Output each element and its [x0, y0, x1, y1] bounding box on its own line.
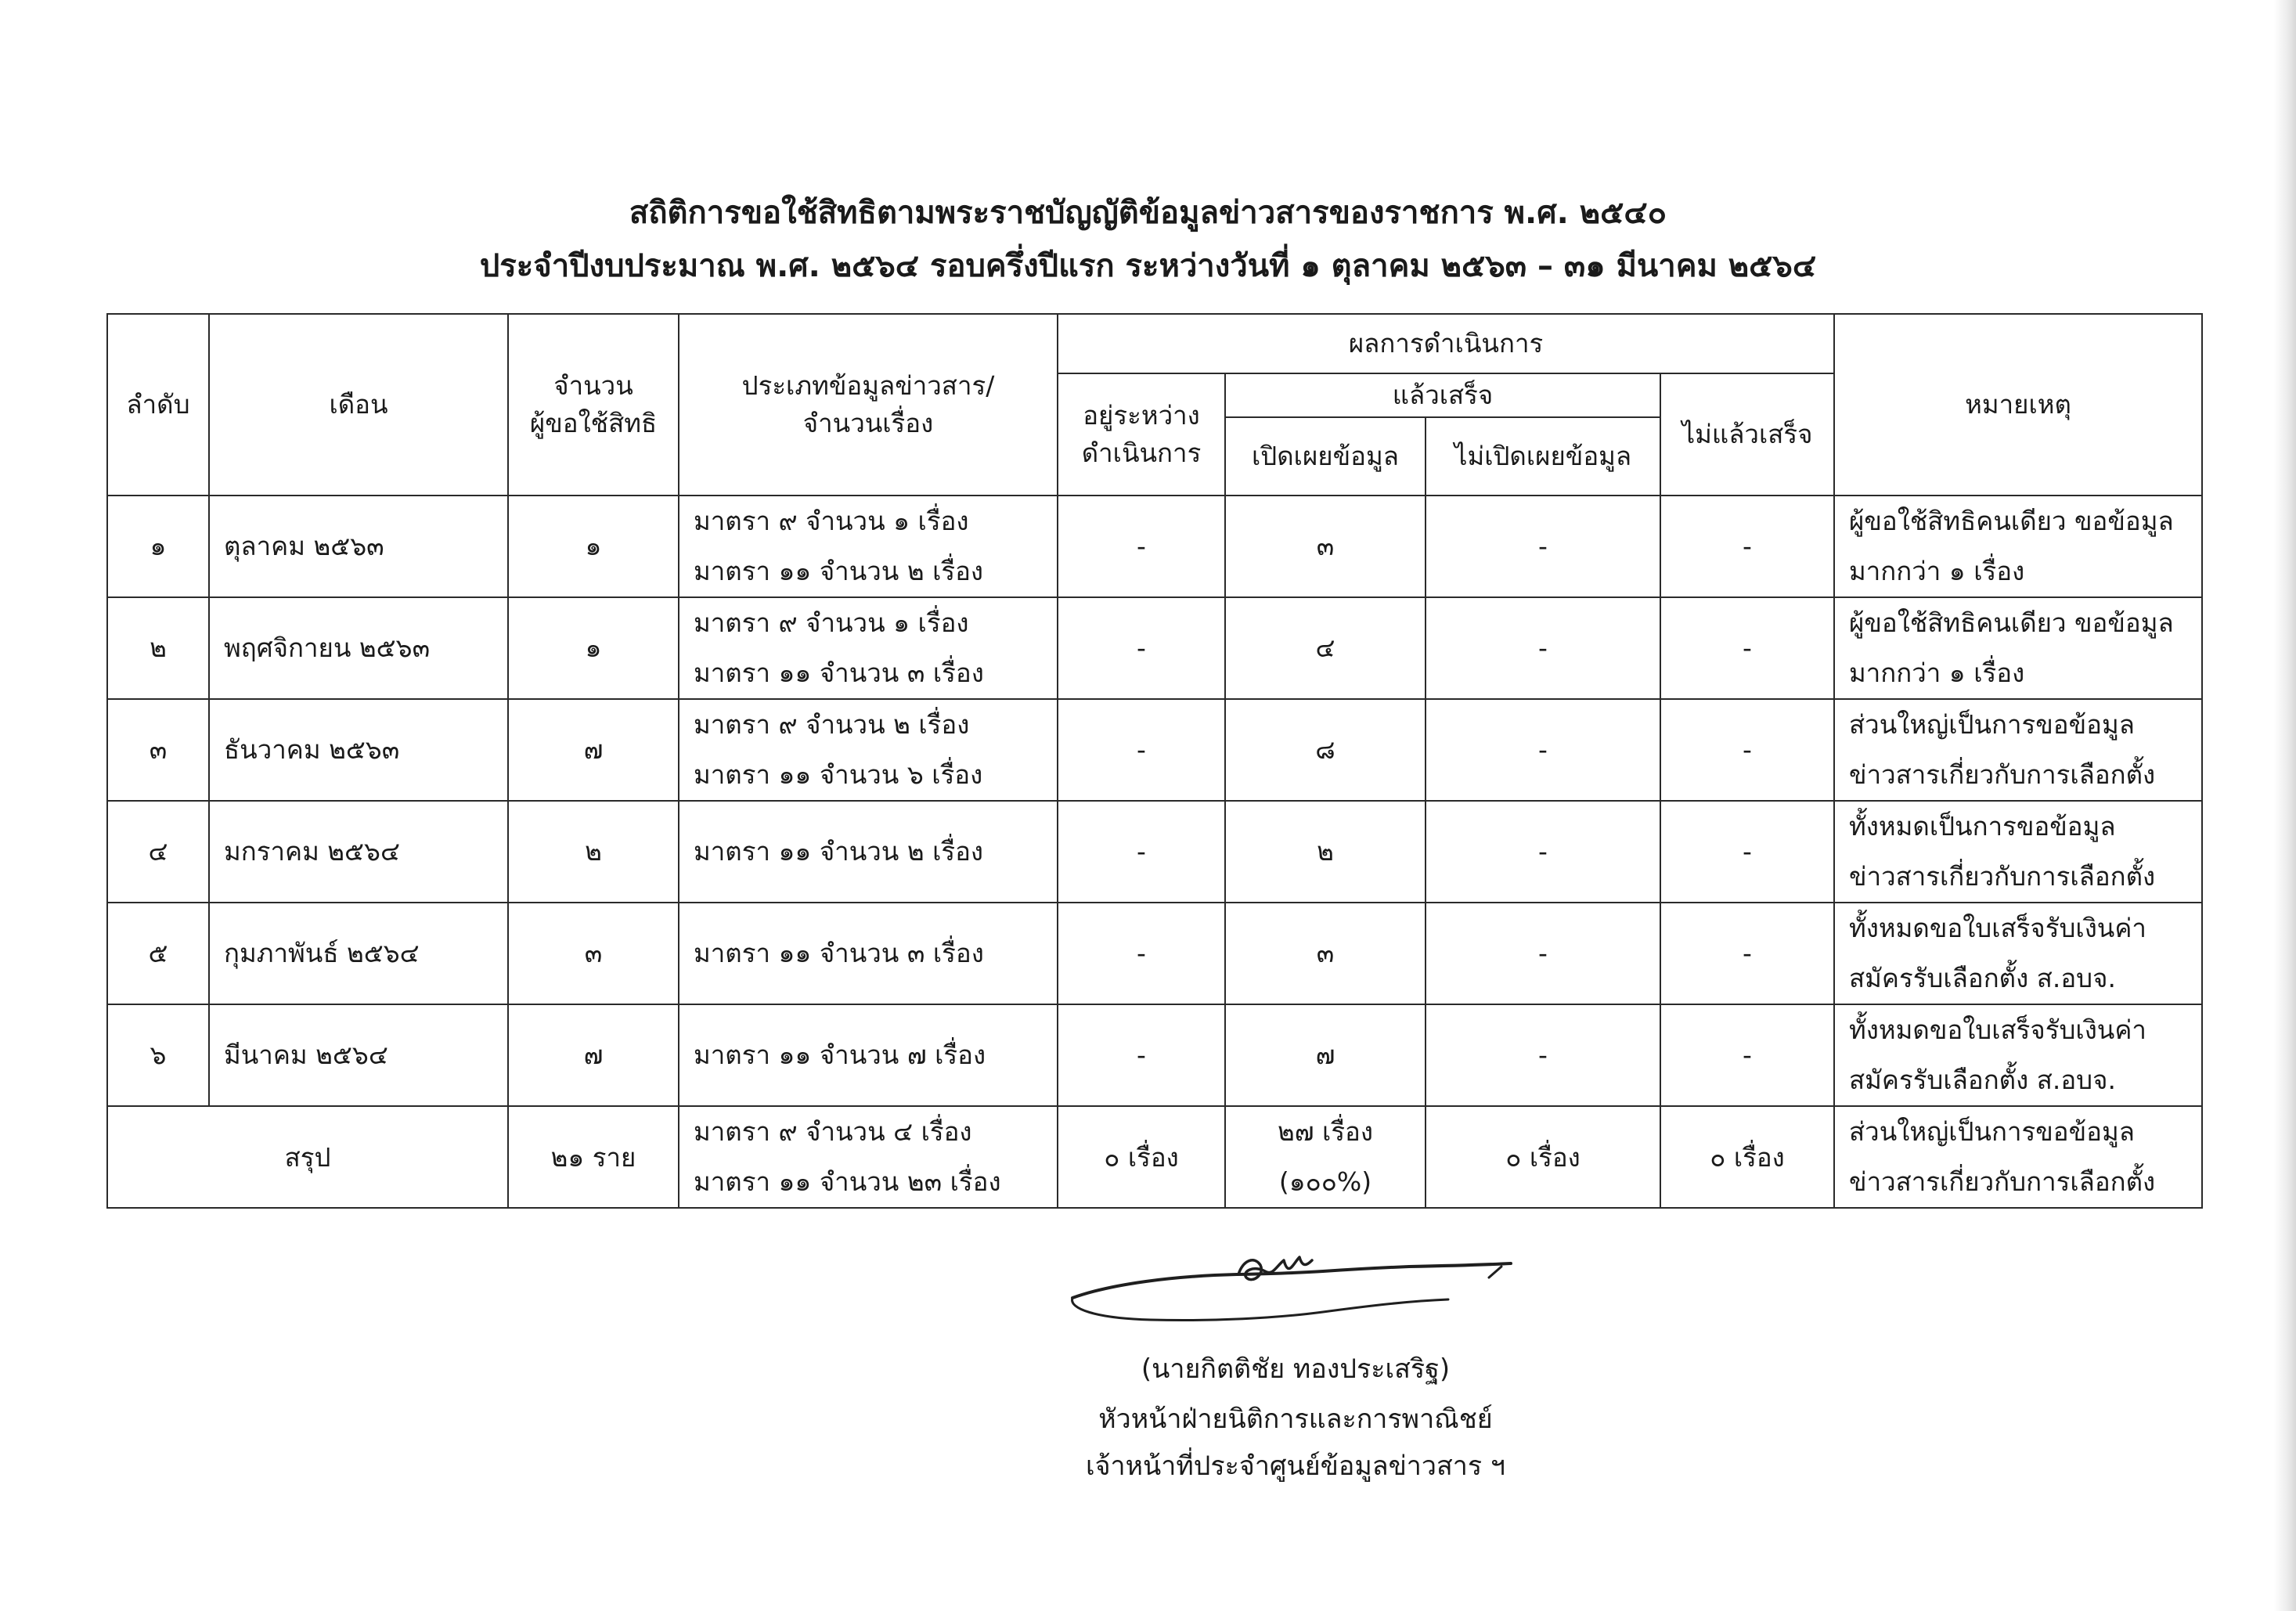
signatory-position-1: หัวหน้าฝ่ายนิติการและการพาณิชย์ — [1098, 1404, 1493, 1435]
table-row — [107, 801, 2202, 903]
cell-in-progress — [1058, 1004, 1225, 1106]
cell-not-disclosed — [1426, 1004, 1660, 1106]
cell-info-type-line1: มาตรา ๙ จำนวน ๒ เรื่อง — [694, 709, 970, 740]
cell-month-text: พฤศจิกายน ๒๕๖๓ — [224, 633, 431, 663]
cell-requesters — [508, 1004, 679, 1106]
cell-in-progress-text: - — [1137, 734, 1146, 765]
cell-requesters — [508, 699, 679, 801]
cell-disclosed — [1225, 903, 1426, 1004]
cell-requesters — [508, 597, 679, 699]
cell-disclosed-text: ๗ — [1315, 1040, 1335, 1070]
cell-in-progress — [1058, 801, 1225, 903]
cell-not-disclosed-text: - — [1538, 1040, 1548, 1070]
cell-not-disclosed-text: - — [1538, 531, 1548, 561]
cell-info-type-line1: มาตรา ๑๑ จำนวน ๒ เรื่อง — [694, 836, 984, 867]
header-info-type-line2: จำนวนเรื่อง — [802, 408, 934, 438]
cell-remark-line2: มากกว่า ๑ เรื่อง — [1849, 658, 2025, 688]
cell-month — [209, 597, 508, 699]
cell-in-progress-text: - — [1137, 531, 1146, 561]
cell-not-disclosed — [1426, 597, 1660, 699]
header-result: ผลการดำเนินการ — [1058, 314, 1834, 373]
cell-not-disclosed — [1426, 801, 1660, 903]
cell-month — [209, 801, 508, 903]
cell-remark-line1: ทั้งหมดเป็นการขอข้อมูล — [1849, 811, 2116, 842]
cell-info-type — [679, 1004, 1058, 1106]
cell-requesters — [508, 801, 679, 903]
cell-disclosed-text: ๓ — [1316, 531, 1335, 561]
cell-in-progress-text: - — [1137, 836, 1146, 867]
cell-not-done-text: - — [1743, 1040, 1752, 1070]
statistics-table — [106, 313, 2203, 1209]
cell-disclosed — [1225, 1004, 1426, 1106]
cell-seq-text: ๒ — [150, 633, 167, 663]
summary-remark-line1: ส่วนใหญ่เป็นการขอข้อมูล — [1849, 1116, 2135, 1147]
header-requesters — [508, 314, 679, 496]
cell-info-type — [679, 699, 1058, 801]
header-requesters-line2: ผู้ขอใช้สิทธิ — [529, 408, 658, 438]
cell-requesters-text: ๑ — [585, 531, 602, 561]
cell-seq — [107, 496, 209, 597]
cell-in-progress — [1058, 597, 1225, 699]
scanned-page-edge — [2274, 0, 2296, 1611]
cell-in-progress-text: - — [1137, 1040, 1146, 1070]
cell-disclosed — [1225, 699, 1426, 801]
summary-not-done: ๐ เรื่อง — [1660, 1106, 1834, 1208]
summary-row — [107, 1106, 2202, 1208]
cell-not-disclosed-text: - — [1538, 633, 1548, 663]
cell-info-type-line2: มาตรา ๑๑ จำนวน ๓ เรื่อง — [694, 658, 984, 688]
cell-info-type-line2: มาตรา ๑๑ จำนวน ๖ เรื่อง — [694, 759, 983, 790]
cell-not-done — [1660, 801, 1834, 903]
cell-not-done-text: - — [1743, 836, 1752, 867]
cell-requesters-text: ๒ — [585, 836, 602, 867]
summary-remark — [1834, 1106, 2202, 1208]
cell-remark — [1834, 699, 2202, 801]
cell-requesters-text: ๑ — [585, 633, 602, 663]
cell-disclosed — [1225, 801, 1426, 903]
cell-info-type-line1: มาตรา ๙ จำนวน ๑ เรื่อง — [694, 506, 969, 536]
header-not-disclosed: ไม่เปิดเผยข้อมูล — [1426, 417, 1660, 496]
document-title: สถิติการขอใช้สิทธิตามพระราชบัญญัติข้อมูลข่าวสารของราชการ พ.ศ. ๒๕๔๐ — [629, 195, 1667, 231]
summary-in-progress: ๐ เรื่อง — [1058, 1106, 1225, 1208]
cell-info-type-line1: มาตรา ๑๑ จำนวน ๗ เรื่อง — [694, 1040, 986, 1070]
summary-disclosed-line2: (๑๐๐%) — [1278, 1166, 1372, 1197]
header-in-progress-line2: ดำเนินการ — [1081, 438, 1202, 468]
table-row — [107, 496, 2202, 597]
cell-seq-text: ๖ — [150, 1040, 167, 1070]
summary-info-type-line1: มาตรา ๙ จำนวน ๔ เรื่อง — [694, 1116, 972, 1147]
cell-seq — [107, 1004, 209, 1106]
summary-label: สรุป — [107, 1106, 508, 1208]
cell-in-progress-text: - — [1137, 633, 1146, 663]
cell-remark-line2: สมัครรับเลือกตั้ง ส.อบจ. — [1849, 1065, 2116, 1095]
header-requesters-line1: จำนวน — [553, 370, 633, 401]
cell-remark — [1834, 801, 2202, 903]
cell-in-progress — [1058, 699, 1225, 801]
header-in-progress — [1058, 373, 1225, 496]
cell-not-done — [1660, 699, 1834, 801]
cell-seq — [107, 801, 209, 903]
cell-remark — [1834, 597, 2202, 699]
table-row — [107, 903, 2202, 1004]
cell-month — [209, 903, 508, 1004]
cell-remark-line1: ผู้ขอใช้สิทธิคนเดียว ขอข้อมูล — [1849, 607, 2174, 638]
cell-disclosed-text: ๘ — [1315, 734, 1335, 765]
cell-month-text: ธันวาคม ๒๕๖๓ — [224, 734, 400, 765]
cell-month — [209, 699, 508, 801]
summary-disclosed — [1225, 1106, 1426, 1208]
cell-remark — [1834, 903, 2202, 1004]
cell-not-done-text: - — [1743, 531, 1752, 561]
cell-remark — [1834, 496, 2202, 597]
document-subtitle: ประจำปีงบประมาณ พ.ศ. ๒๕๖๔ รอบครึ่งปีแรก ระหว่างวันที่ ๑ ตุลาคม ๒๕๖๓ – ๓๑ มีนาคม ๒๕๖๔ — [479, 248, 1817, 284]
cell-disclosed — [1225, 597, 1426, 699]
cell-not-done — [1660, 496, 1834, 597]
cell-remark-line1: ทั้งหมดขอใบเสร็จรับเงินค่า — [1849, 913, 2146, 943]
cell-remark — [1834, 1004, 2202, 1106]
cell-not-disclosed-text: - — [1538, 734, 1548, 765]
cell-month — [209, 496, 508, 597]
table-row — [107, 1004, 2202, 1106]
cell-info-type-line1: มาตรา ๙ จำนวน ๑ เรื่อง — [694, 607, 969, 638]
cell-seq — [107, 903, 209, 1004]
cell-requesters-text: ๓ — [584, 938, 603, 968]
cell-requesters-text: ๗ — [583, 734, 604, 765]
cell-seq-text: ๔ — [148, 836, 168, 867]
cell-month — [209, 1004, 508, 1106]
cell-not-disclosed — [1426, 496, 1660, 597]
table-header — [107, 314, 2202, 496]
cell-not-disclosed-text: - — [1538, 938, 1548, 968]
summary-requesters: ๒๑ ราย — [508, 1106, 679, 1208]
summary-remark-line2: ข่าวสารเกี่ยวกับการเลือกตั้ง — [1849, 1166, 2156, 1197]
cell-info-type — [679, 801, 1058, 903]
summary-info-type-line2: มาตรา ๑๑ จำนวน ๒๓ เรื่อง — [694, 1166, 1001, 1197]
cell-seq-text: ๕ — [148, 938, 168, 968]
cell-not-done-text: - — [1743, 938, 1752, 968]
header-in-progress-line1: อยู่ระหว่าง — [1083, 400, 1200, 431]
cell-in-progress — [1058, 496, 1225, 597]
cell-not-done-text: - — [1743, 633, 1752, 663]
table-summary — [107, 1106, 2202, 1208]
cell-remark-line2: ข่าวสารเกี่ยวกับการเลือกตั้ง — [1849, 759, 2156, 790]
cell-seq-text: ๓ — [149, 734, 168, 765]
cell-month-text: มีนาคม ๒๕๖๔ — [224, 1040, 388, 1070]
cell-disclosed-text: ๒ — [1317, 836, 1334, 867]
cell-info-type — [679, 903, 1058, 1004]
cell-not-disclosed — [1426, 903, 1660, 1004]
cell-not-done — [1660, 903, 1834, 1004]
cell-requesters — [508, 496, 679, 597]
summary-not-disclosed: ๐ เรื่อง — [1426, 1106, 1660, 1208]
cell-disclosed-text: ๓ — [1316, 938, 1335, 968]
summary-info-type — [679, 1106, 1058, 1208]
table-row — [107, 699, 2202, 801]
cell-remark-line2: มากกว่า ๑ เรื่อง — [1849, 556, 2025, 586]
cell-remark-line1: ผู้ขอใช้สิทธิคนเดียว ขอข้อมูล — [1849, 506, 2174, 536]
header-not-done: ไม่แล้วเสร็จ — [1660, 373, 1834, 496]
cell-month-text: กุมภาพันธ์ ๒๕๖๔ — [224, 938, 420, 968]
cell-info-type — [679, 597, 1058, 699]
cell-requesters — [508, 903, 679, 1004]
cell-remark-line2: สมัครรับเลือกตั้ง ส.อบจ. — [1849, 963, 2116, 993]
table-body — [107, 496, 2202, 1106]
signatory-name: (นายกิตติชัย ทองประเสริฐ) — [1141, 1353, 1451, 1385]
cell-seq-text: ๑ — [150, 531, 167, 561]
cell-info-type — [679, 496, 1058, 597]
header-disclosed: เปิดเผยข้อมูล — [1225, 417, 1426, 496]
cell-not-done — [1660, 1004, 1834, 1106]
header-month: เดือน — [209, 314, 508, 496]
cell-seq — [107, 597, 209, 699]
cell-not-disclosed — [1426, 699, 1660, 801]
table-row — [107, 597, 2202, 699]
cell-info-type-line1: มาตรา ๑๑ จำนวน ๓ เรื่อง — [694, 938, 984, 968]
cell-seq — [107, 699, 209, 801]
cell-remark-line2: ข่าวสารเกี่ยวกับการเลือกตั้ง — [1849, 861, 2156, 892]
header-info-type-line1: ประเภทข้อมูลข่าวสาร/ — [741, 370, 995, 401]
cell-not-done — [1660, 597, 1834, 699]
signatory-position-2: เจ้าหน้าที่ประจำศูนย์ข้อมูลข่าวสาร ฯ — [1086, 1451, 1505, 1482]
summary-disclosed-line1: ๒๗ เรื่อง — [1278, 1116, 1373, 1147]
cell-disclosed-text: ๔ — [1315, 633, 1335, 663]
cell-remark-line1: ทั้งหมดขอใบเสร็จรับเงินค่า — [1849, 1015, 2146, 1045]
cell-disclosed — [1225, 496, 1426, 597]
header-done: แล้วเสร็จ — [1225, 373, 1660, 417]
cell-info-type-line2: มาตรา ๑๑ จำนวน ๒ เรื่อง — [694, 556, 984, 586]
cell-not-disclosed-text: - — [1538, 836, 1548, 867]
header-info-type — [679, 314, 1058, 496]
cell-month-text: ตุลาคม ๒๕๖๓ — [224, 531, 384, 561]
cell-requesters-text: ๗ — [583, 1040, 604, 1070]
cell-remark-line1: ส่วนใหญ่เป็นการขอข้อมูล — [1849, 709, 2135, 740]
cell-month-text: มกราคม ๒๕๖๔ — [224, 836, 400, 867]
handwritten-signature — [1041, 1237, 1526, 1331]
header-seq: ลำดับ — [107, 314, 209, 496]
header-remark: หมายเหตุ — [1834, 314, 2202, 496]
cell-in-progress — [1058, 903, 1225, 1004]
cell-not-done-text: - — [1743, 734, 1752, 765]
cell-in-progress-text: - — [1137, 938, 1146, 968]
